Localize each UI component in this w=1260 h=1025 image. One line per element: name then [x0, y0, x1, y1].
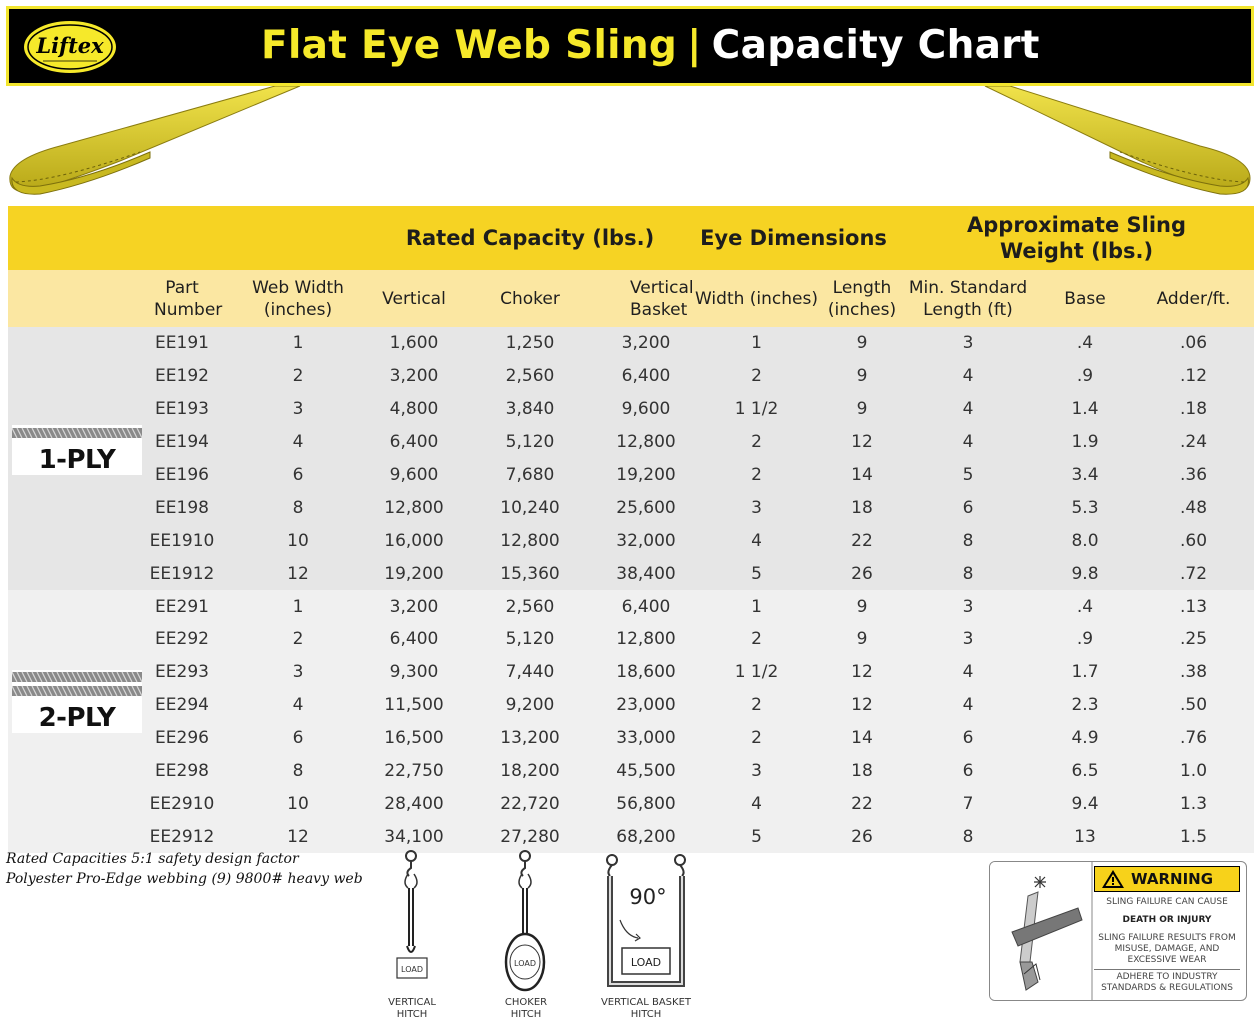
col-header: Vertical [372, 270, 456, 327]
table-row [8, 656, 1254, 689]
warning-header [1094, 866, 1240, 892]
table-body [8, 327, 1254, 853]
warning-line3: SLING FAILURE RESULTS FROM [1098, 933, 1236, 943]
table-cell: .06 [1133, 327, 1254, 360]
title-chart: Capacity Chart [711, 23, 1040, 68]
table-cell: 6.5 [1037, 755, 1133, 788]
table-cell: 10 [224, 787, 372, 820]
part-number-cell: EE196 [140, 459, 224, 492]
table-cell: 5 [688, 820, 825, 853]
warning-divider [1094, 969, 1240, 970]
table-cell: 8.0 [1037, 524, 1133, 557]
col-header: Base [1037, 270, 1133, 327]
table-cell: 3 [688, 491, 825, 524]
table-cell: .13 [1133, 590, 1254, 623]
logo-text: Liftex [36, 33, 104, 58]
table-cell: 4 [899, 426, 1037, 459]
table-cell: 33,000 [604, 722, 688, 755]
table-cell: 12,800 [372, 491, 456, 524]
table-cell: 7,680 [456, 459, 604, 492]
footnote-webbing: Polyester Pro-Edge webbing (9) 9800# heavy web [6, 871, 363, 887]
table-cell: 9.4 [1037, 787, 1133, 820]
basket-hitch-caption: VERTICAL BASKET HITCH [600, 997, 692, 1020]
table-cell: 2 [688, 722, 825, 755]
table-cell: .60 [1133, 524, 1254, 557]
table-row [8, 787, 1254, 820]
table-row [8, 689, 1254, 722]
table-cell: 13 [1037, 820, 1133, 853]
table-cell: 5,120 [456, 426, 604, 459]
title-separator: | [687, 23, 702, 68]
table-cell: 4,800 [372, 393, 456, 426]
warning-line2: DEATH OR INJURY [1122, 915, 1212, 925]
table-cell: 1 [224, 327, 372, 360]
part-number-cell: EE2910 [140, 787, 224, 820]
col-header: Adder/ft. [1133, 270, 1254, 327]
ply-group-cell [8, 327, 140, 590]
choker-hitch-caption: CHOKER HITCH [504, 997, 548, 1020]
part-number-cell: EE296 [140, 722, 224, 755]
table-cell: 3.4 [1037, 459, 1133, 492]
table-cell: 1 1/2 [688, 656, 825, 689]
table-cell: 1 [688, 327, 825, 360]
header-banner [6, 6, 1254, 86]
ply-group-cell [8, 590, 140, 853]
table-cell: 16,000 [372, 524, 456, 557]
table-cell: 22,720 [456, 787, 604, 820]
table-cell: .4 [1037, 590, 1133, 623]
table-cell: 68,200 [604, 820, 688, 853]
table-cell: 7 [899, 787, 1037, 820]
hitch-diagrams [380, 848, 700, 1025]
warning-line7: STANDARDS & REGULATIONS [1101, 983, 1233, 993]
table-cell: 12 [224, 820, 372, 853]
table-cell: 3 [899, 623, 1037, 656]
warning-line6: ADHERE TO INDUSTRY [1116, 972, 1218, 982]
part-number-cell: EE292 [140, 623, 224, 656]
basket-angle-label: 90° [629, 885, 667, 909]
table-cell: .38 [1133, 656, 1254, 689]
table-cell: 9 [825, 623, 899, 656]
warning-title: WARNING [1131, 870, 1214, 888]
table-cell: 9 [825, 590, 899, 623]
choker-load-label: LOAD [514, 959, 536, 968]
liftex-logo [21, 18, 119, 76]
part-number-cell: EE191 [140, 327, 224, 360]
vertical-load-label: LOAD [401, 965, 423, 974]
table-cell: 34,100 [372, 820, 456, 853]
table-cell: 1 1/2 [688, 393, 825, 426]
table-cell: 12,800 [456, 524, 604, 557]
table-cell: 1.5 [1133, 820, 1254, 853]
warning-line4: MISUSE, DAMAGE, AND [1114, 944, 1220, 954]
table-cell: 3,200 [372, 590, 456, 623]
table-cell: 10,240 [456, 491, 604, 524]
table-cell: 7,440 [456, 656, 604, 689]
table-cell: 11,500 [372, 689, 456, 722]
table-cell: .25 [1133, 623, 1254, 656]
table-cell: 8 [899, 557, 1037, 590]
ply-badge [12, 670, 142, 733]
table-cell: 6,400 [604, 590, 688, 623]
table-cell: 1.9 [1037, 426, 1133, 459]
table-cell: 27,280 [456, 820, 604, 853]
vertical-hitch-caption: VERTICAL HITCH [388, 997, 436, 1020]
table-cell: 3 [899, 327, 1037, 360]
table-cell: 19,200 [372, 557, 456, 590]
table-cell: 3 [224, 656, 372, 689]
col-header: Web Width (inches) [224, 270, 372, 327]
table-cell: 22 [825, 524, 899, 557]
table-cell: 2 [688, 623, 825, 656]
table-cell: 3,200 [372, 360, 456, 393]
col-header: Choker [456, 270, 604, 327]
table-cell: 26 [825, 820, 899, 853]
ply-label: 1-PLY [38, 445, 116, 475]
table-cell: 45,500 [604, 755, 688, 788]
table-cell: 2 [688, 426, 825, 459]
group-header-row [8, 206, 1254, 270]
table-cell: .36 [1133, 459, 1254, 492]
table-cell: 9,600 [604, 393, 688, 426]
table-row [8, 623, 1254, 656]
table-cell: .9 [1037, 360, 1133, 393]
warning-line5: EXCESSIVE WEAR [1127, 955, 1207, 965]
table-cell: .24 [1133, 426, 1254, 459]
table-cell: 2,560 [456, 590, 604, 623]
table-cell: 4 [899, 393, 1037, 426]
broken-sling-icon [990, 862, 1094, 1001]
table-cell: 9 [825, 360, 899, 393]
table-row [8, 755, 1254, 788]
table-cell: 13,200 [456, 722, 604, 755]
table-cell: 18 [825, 491, 899, 524]
footnote-safety-factor: Rated Capacities 5:1 safety design factor [6, 851, 299, 867]
col-header: Min. Standard Length (ft) [899, 270, 1037, 327]
part-number-cell: EE1910 [140, 524, 224, 557]
part-number-cell: EE291 [140, 590, 224, 623]
table-cell: 26 [825, 557, 899, 590]
choker-hitch-icon [506, 851, 544, 990]
sling-illustration [0, 86, 1260, 206]
table-cell: 9,600 [372, 459, 456, 492]
table-cell: 5,120 [456, 623, 604, 656]
table-cell: 6 [899, 491, 1037, 524]
col-header: Vertical Basket [604, 270, 688, 327]
part-number-cell: EE1912 [140, 557, 224, 590]
table-cell: 38,400 [604, 557, 688, 590]
hitch-illustrations [380, 848, 700, 998]
table-cell: 16,500 [372, 722, 456, 755]
table-cell: 3 [899, 590, 1037, 623]
table-cell: 25,600 [604, 491, 688, 524]
part-number-cell: EE298 [140, 755, 224, 788]
table-cell: 4 [688, 787, 825, 820]
group-eye-dimensions: Eye Dimensions [688, 206, 899, 270]
table-row [8, 327, 1254, 360]
basket-load-label: LOAD [630, 956, 662, 969]
table-cell: 22,750 [372, 755, 456, 788]
col-header: Part Number [140, 270, 224, 327]
table-cell: 28,400 [372, 787, 456, 820]
table-cell: 1.7 [1037, 656, 1133, 689]
table-cell: 18,200 [456, 755, 604, 788]
table-row [8, 393, 1254, 426]
table-cell: 56,800 [604, 787, 688, 820]
table-cell: 6,400 [604, 360, 688, 393]
webbing-swatch-icon [12, 426, 142, 440]
table-cell: .4 [1037, 327, 1133, 360]
part-number-cell: EE192 [140, 360, 224, 393]
table-cell: 15,360 [456, 557, 604, 590]
table-cell: 18,600 [604, 656, 688, 689]
footnotes [6, 849, 363, 889]
table-row [8, 360, 1254, 393]
table-cell: 19,200 [604, 459, 688, 492]
table-row [8, 590, 1254, 623]
table-cell: 12,800 [604, 426, 688, 459]
table-row [8, 459, 1254, 492]
table-cell: 18 [825, 755, 899, 788]
warning-triangle-icon [1101, 869, 1125, 889]
table-cell: .50 [1133, 689, 1254, 722]
basket-hitch-icon [607, 855, 685, 984]
table-cell: 14 [825, 722, 899, 755]
table-cell: .76 [1133, 722, 1254, 755]
part-number-cell: EE293 [140, 656, 224, 689]
table-cell: 6,400 [372, 623, 456, 656]
capacity-table [8, 206, 1254, 853]
table-cell: 2 [688, 689, 825, 722]
table-cell: 2 [688, 360, 825, 393]
table-cell: 2.3 [1037, 689, 1133, 722]
table-cell: 3,200 [604, 327, 688, 360]
table-cell: 4 [224, 689, 372, 722]
table-cell: 12,800 [604, 623, 688, 656]
table-cell: 32,000 [604, 524, 688, 557]
table-cell: 2 [688, 459, 825, 492]
table-cell: 5 [899, 459, 1037, 492]
table-cell: 4.9 [1037, 722, 1133, 755]
table-cell: 14 [825, 459, 899, 492]
table-cell: .18 [1133, 393, 1254, 426]
table-cell: 1,600 [372, 327, 456, 360]
table-cell: 22 [825, 787, 899, 820]
table-cell: 10 [224, 524, 372, 557]
table-cell: 1 [224, 590, 372, 623]
table-cell: 9 [825, 327, 899, 360]
webbing-swatch-icon [12, 670, 142, 698]
table-cell: 3,840 [456, 393, 604, 426]
part-number-cell: EE193 [140, 393, 224, 426]
table-cell: 1.4 [1037, 393, 1133, 426]
table-cell: 9.8 [1037, 557, 1133, 590]
table-cell: 6 [224, 722, 372, 755]
table-cell: 12 [825, 689, 899, 722]
page-title [261, 23, 1040, 68]
table-row [8, 491, 1254, 524]
part-number-cell: EE198 [140, 491, 224, 524]
vertical-hitch-icon [397, 851, 427, 978]
table-cell: 4 [224, 426, 372, 459]
table-cell: 6 [899, 722, 1037, 755]
table-cell: 8 [224, 755, 372, 788]
table-cell: 12 [825, 426, 899, 459]
table-cell: 1.0 [1133, 755, 1254, 788]
ply-label: 2-PLY [38, 703, 116, 734]
table-cell: 5 [688, 557, 825, 590]
table-cell: 12 [224, 557, 372, 590]
table-cell: 9,300 [372, 656, 456, 689]
column-header-row [8, 270, 1254, 327]
table-row [8, 722, 1254, 755]
col-header: Length (inches) [825, 270, 899, 327]
table-cell: .9 [1037, 623, 1133, 656]
part-number-cell: EE2912 [140, 820, 224, 853]
table-cell: 8 [224, 491, 372, 524]
table-cell: 4 [899, 689, 1037, 722]
table-cell: 8 [899, 524, 1037, 557]
table-cell: 4 [688, 524, 825, 557]
table-cell: 5.3 [1037, 491, 1133, 524]
table-cell: 1 [688, 590, 825, 623]
table-cell: 8 [899, 820, 1037, 853]
table-row [8, 426, 1254, 459]
table-cell: 4 [899, 360, 1037, 393]
group-sling-weight: Approximate Sling Weight (lbs.) [899, 206, 1254, 270]
col-header: Width (inches) [688, 270, 825, 327]
group-rated-capacity: Rated Capacity (lbs.) [372, 206, 688, 270]
table-cell: 1,250 [456, 327, 604, 360]
table-cell: 6 [899, 755, 1037, 788]
part-number-cell: EE294 [140, 689, 224, 722]
warning-line1: SLING FAILURE CAN CAUSE [1106, 897, 1228, 907]
table-cell: 4 [899, 656, 1037, 689]
table-cell: .72 [1133, 557, 1254, 590]
table-cell: 2 [224, 623, 372, 656]
table-cell: 9,200 [456, 689, 604, 722]
part-number-cell: EE194 [140, 426, 224, 459]
table-cell: 1.3 [1133, 787, 1254, 820]
title-product: Flat Eye Web Sling [261, 23, 678, 68]
warning-label [989, 861, 1247, 1001]
table-cell: 2 [224, 360, 372, 393]
table-cell: 6 [224, 459, 372, 492]
table-row [8, 557, 1254, 590]
table-cell: .48 [1133, 491, 1254, 524]
table-cell: 9 [825, 393, 899, 426]
ply-badge [12, 425, 142, 475]
table-cell: 23,000 [604, 689, 688, 722]
capacity-table-wrapper [8, 206, 1254, 853]
table-row [8, 524, 1254, 557]
table-cell: 6,400 [372, 426, 456, 459]
table-cell: 3 [224, 393, 372, 426]
table-cell: .12 [1133, 360, 1254, 393]
table-cell: 3 [688, 755, 825, 788]
table-cell: 12 [825, 656, 899, 689]
table-cell: 2,560 [456, 360, 604, 393]
